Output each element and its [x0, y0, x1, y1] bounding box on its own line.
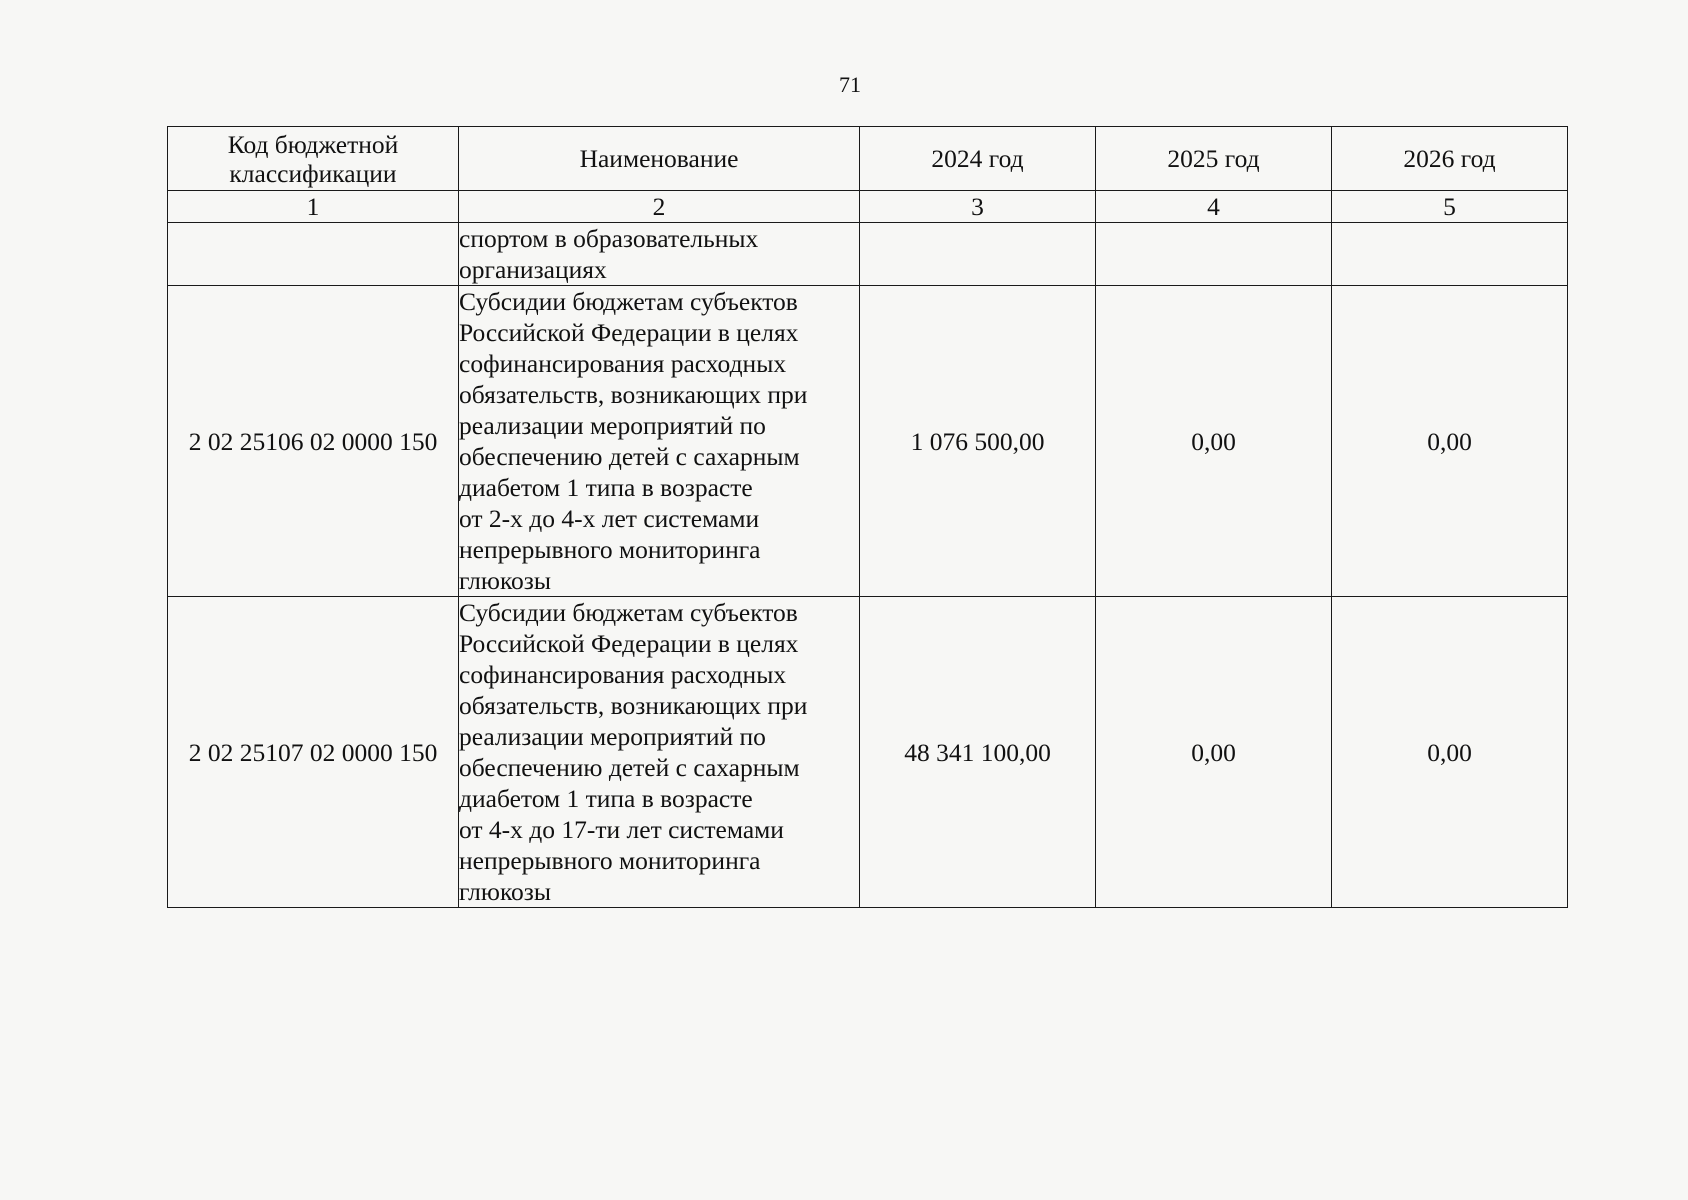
table-row	[168, 286, 1568, 597]
budget-code-cell: 2 02 25106 02 0000 150	[168, 286, 459, 597]
name-line: Субсидии бюджетам субъектов	[459, 287, 798, 316]
budget-code-cell: 2 02 25107 02 0000 150	[168, 597, 459, 908]
name-line: диабетом 1 типа в возрасте	[459, 473, 753, 502]
amount-2026-cell: 0,00	[1332, 286, 1568, 597]
name-line: спортом в образовательных	[459, 224, 759, 253]
amount-2025-cell: 0,00	[1096, 597, 1332, 908]
header-name: Наименование	[459, 127, 860, 191]
amount-2024-cell	[860, 223, 1096, 286]
table-row	[168, 223, 1568, 286]
name-cell	[459, 597, 860, 908]
page-number: 71	[839, 72, 861, 97]
amount-2026-cell	[1332, 223, 1568, 286]
name-cell	[459, 286, 860, 597]
name-line: диабетом 1 типа в возрасте	[459, 784, 753, 813]
name-line: глюкозы	[459, 877, 551, 906]
header-2024: 2024 год	[860, 127, 1096, 191]
header-2025: 2025 год	[1096, 127, 1332, 191]
amount-2025-cell: 0,00	[1096, 286, 1332, 597]
name-cell	[459, 223, 860, 286]
name-line: софинансирования расходных	[459, 660, 787, 689]
column-number: 3	[860, 191, 1096, 223]
name-line: непрерывного мониторинга	[459, 846, 761, 875]
header-code: Код бюджетной классификации	[168, 127, 459, 191]
column-number: 2	[459, 191, 860, 223]
name-line: Российской Федерации в целях	[459, 318, 799, 347]
name-line: непрерывного мониторинга	[459, 535, 761, 564]
budget-code-cell	[168, 223, 459, 286]
name-line: глюкозы	[459, 566, 551, 595]
budget-table	[167, 126, 1568, 908]
name-line: реализации мероприятий по	[459, 411, 766, 440]
amount-2024-cell: 48 341 100,00	[860, 597, 1096, 908]
column-number: 4	[1096, 191, 1332, 223]
name-line: Субсидии бюджетам субъектов	[459, 598, 798, 627]
column-number-row	[168, 191, 1568, 223]
name-line: Российской Федерации в целях	[459, 629, 799, 658]
column-number: 1	[168, 191, 459, 223]
amount-2025-cell	[1096, 223, 1332, 286]
name-line: софинансирования расходных	[459, 349, 787, 378]
name-line: организациях	[459, 255, 607, 284]
name-line: обязательств, возникающих при	[459, 691, 808, 720]
name-line: обязательств, возникающих при	[459, 380, 808, 409]
amount-2024-cell: 1 076 500,00	[860, 286, 1096, 597]
name-line: реализации мероприятий по	[459, 722, 766, 751]
amount-2026-cell: 0,00	[1332, 597, 1568, 908]
name-line: от 4-х до 17-ти лет системами	[459, 815, 784, 844]
name-line: от 2-х до 4-х лет системами	[459, 504, 760, 533]
name-line: обеспечению детей с сахарным	[459, 442, 800, 471]
header-2026: 2026 год	[1332, 127, 1568, 191]
header-row	[168, 127, 1568, 191]
table-row	[168, 597, 1568, 908]
name-line: обеспечению детей с сахарным	[459, 753, 800, 782]
column-number: 5	[1332, 191, 1568, 223]
